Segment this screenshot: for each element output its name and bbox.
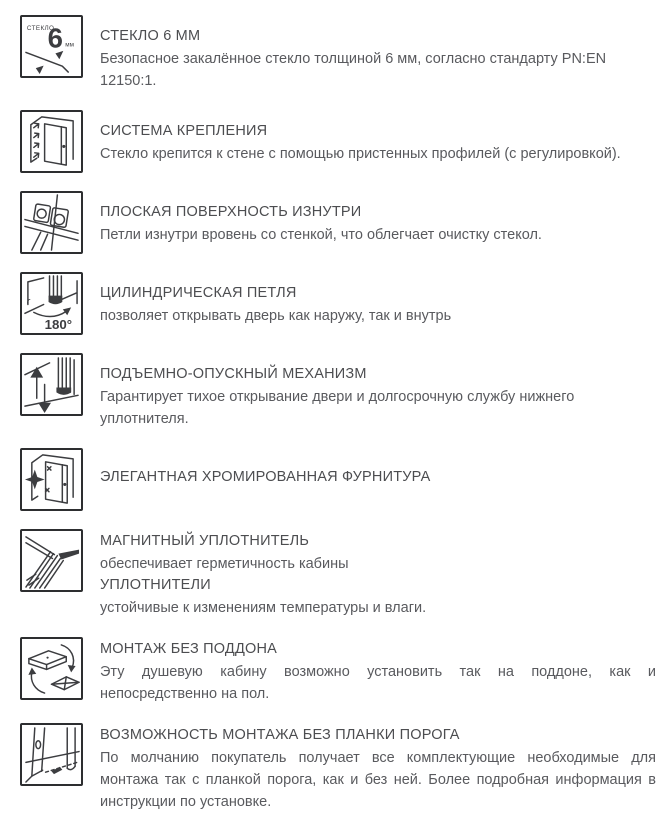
magnetic-seal-icon (20, 529, 83, 592)
feature-title: ВОЗМОЖНОСТЬ МОНТАЖА БЕЗ ПЛАНКИ ПОРОГА (100, 727, 460, 743)
feature-title: ПОДЪЕМНО-ОПУСКНЫЙ МЕХАНИЗМ (100, 366, 367, 382)
feature-description: По молчанию покупатель получает все комплектующие необходимые для монтажа так с планкой порога, как и без ней. Более подробная информация в инструкции по установке. (100, 750, 656, 810)
feature-title: ЦИЛИНДРИЧЕСКАЯ ПЕТЛЯ (100, 285, 297, 301)
feature-title: ПЛОСКАЯ ПОВЕРХНОСТЬ ИЗНУТРИ (100, 204, 362, 220)
glass-icon-unit: мм (65, 41, 74, 49)
no-threshold-icon (20, 723, 83, 786)
feature-row-flat-surface (20, 191, 656, 254)
feature-title: МАГНИТНЫЙ УПЛОТНИТЕЛЬ (100, 533, 310, 549)
feature-row-chrome (20, 448, 656, 511)
feature-title: СИСТЕМА КРЕПЛЕНИЯ (100, 123, 268, 139)
feature-description: обеспечивает герметичность кабины (100, 556, 349, 572)
feature-subdescription: устойчивые к изменениям температуры и влаги. (100, 600, 427, 616)
feature-row-no-tray (20, 637, 656, 705)
glass-icon-size: 6 (47, 22, 63, 54)
tray-optional-icon (20, 637, 83, 700)
feature-description: Безопасное закалённое стекло толщиной 6 мм, согласно стандарту PN:EN 12150:1. (100, 51, 607, 89)
feature-title: СТЕКЛО 6 ММ (100, 28, 201, 44)
glass-6mm-icon (20, 15, 83, 78)
flush-hinge-icon (20, 191, 83, 254)
feature-row-mounting (20, 110, 656, 173)
lift-lower-mechanism-icon (20, 353, 83, 416)
feature-row-magnetic-seal (20, 529, 656, 619)
feature-row-no-threshold (20, 723, 656, 813)
glass-icon-label: СТЕКЛО (26, 24, 55, 32)
chrome-hardware-sparkle-icon (20, 448, 83, 511)
hinge-icon-mark: r (26, 296, 30, 306)
feature-description: Петли изнутри вровень со стенкой, что облегчает очистку стекол. (100, 227, 542, 243)
feature-title: МОНТАЖ БЕЗ ПОДДОНА (100, 641, 277, 657)
feature-row-hinge (20, 272, 656, 335)
feature-description: Гарантирует тихое открывание двери и долгосрочную службу нижнего уплотнителя. (100, 389, 575, 427)
feature-title: ЭЛЕГАНТНАЯ ХРОМИРОВАННАЯ ФУРНИТУРА (100, 469, 431, 485)
feature-description: Стекло крепится к стене с помощью пристенных профилей (с регулировкой). (100, 146, 621, 162)
hinge-icon-angle: 180° (44, 317, 73, 333)
feature-row-glass (20, 15, 656, 92)
feature-description: позволяет открывать дверь как наружу, так и внутрь (100, 308, 452, 324)
mounting-system-icon (20, 110, 83, 173)
hinge-180-icon (20, 272, 83, 335)
feature-description: Эту душевую кабину возможно установить так на поддоне, как и непосредственно на пол. (100, 664, 656, 702)
feature-subtitle: УПЛОТНИТЕЛИ (100, 577, 211, 593)
feature-row-lift (20, 353, 656, 430)
